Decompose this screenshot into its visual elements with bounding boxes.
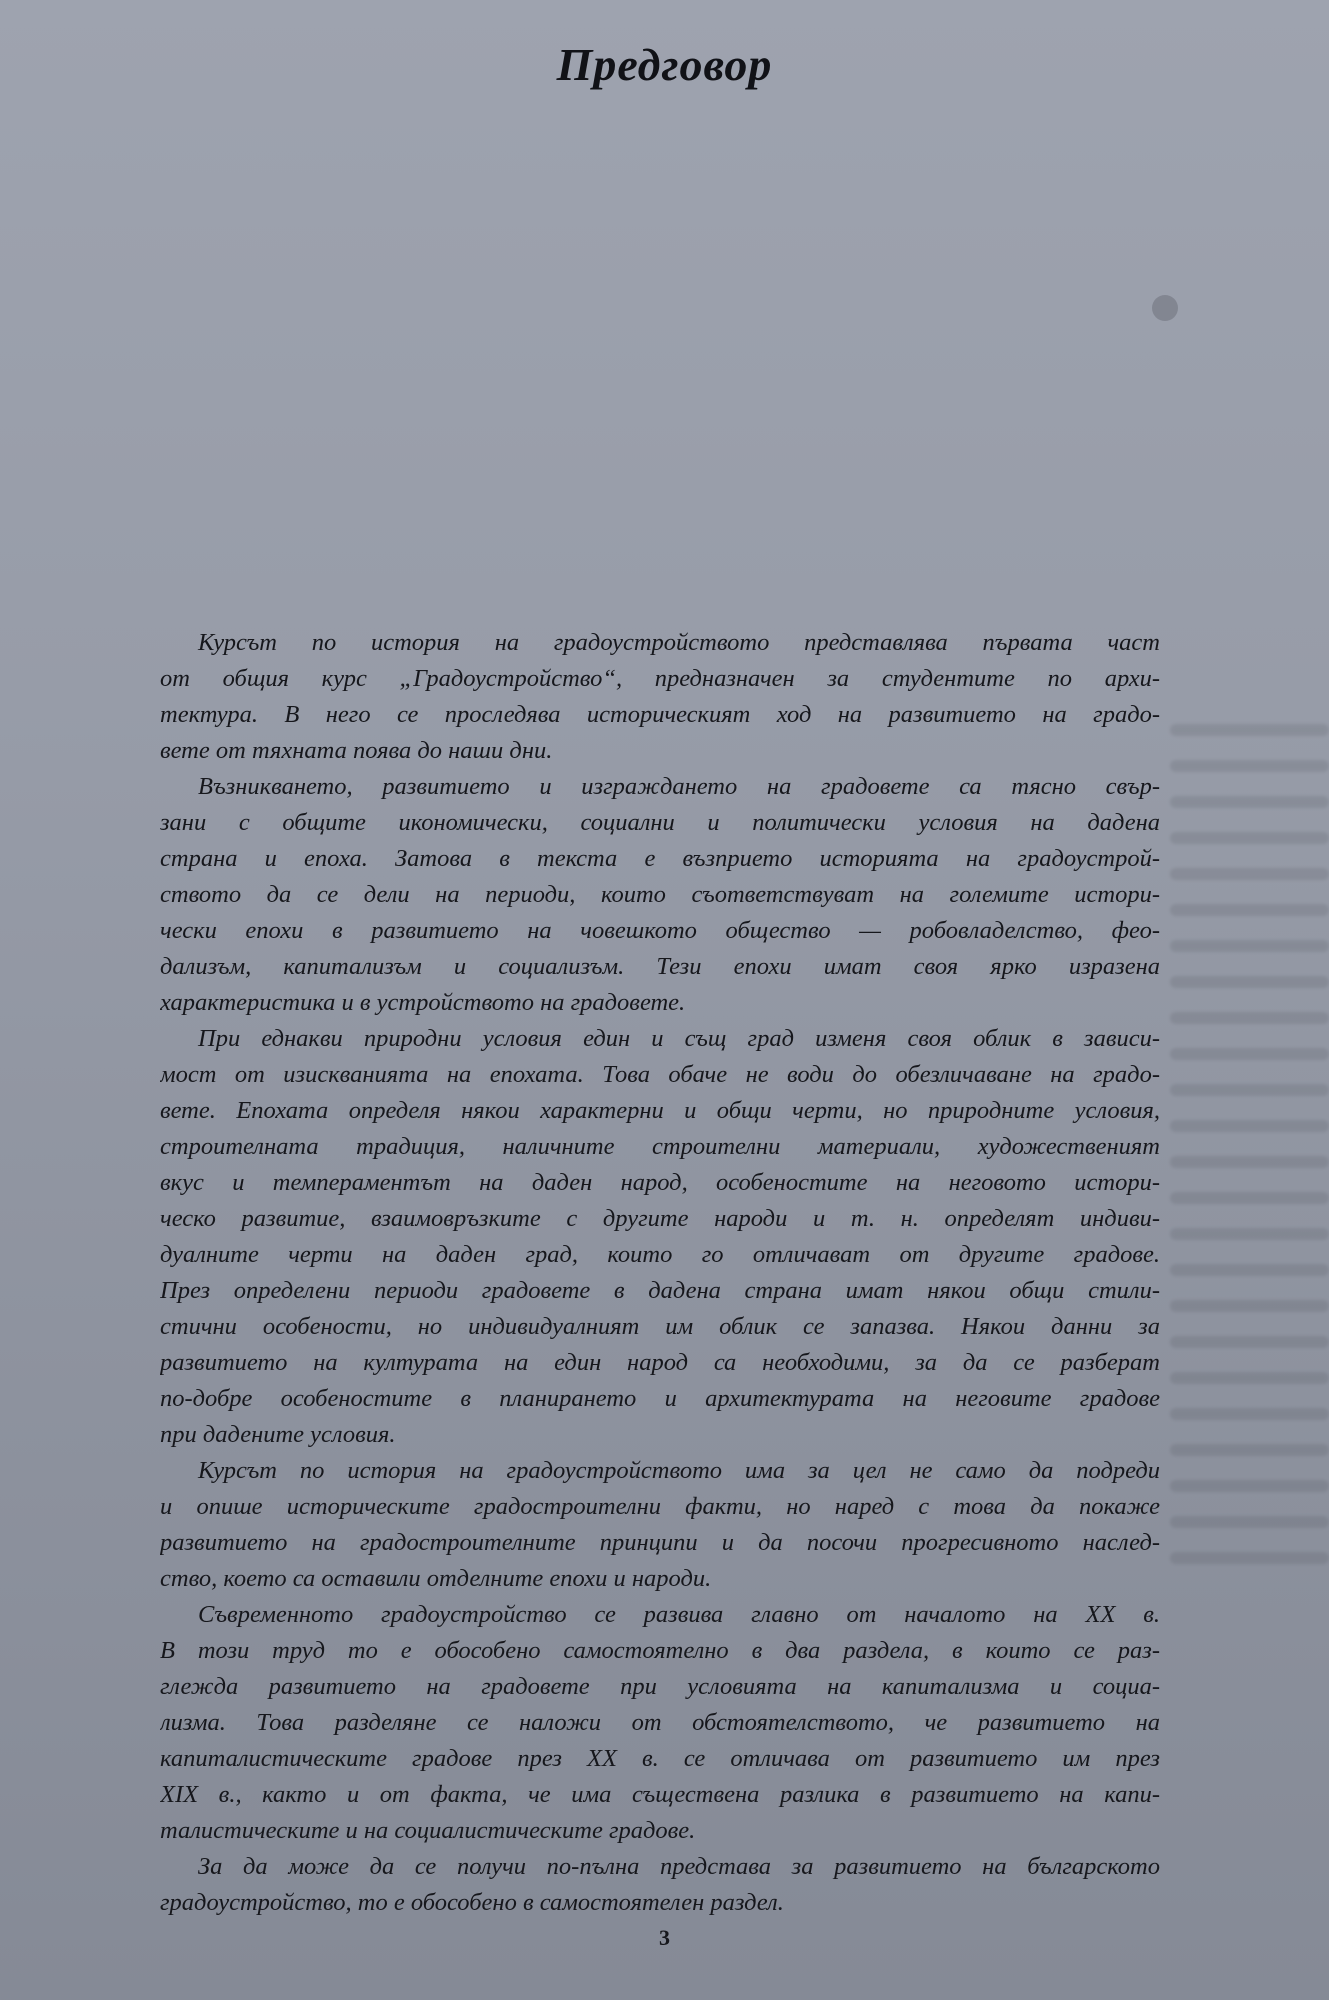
text-line: ството да се дели на периоди, които съответствуват на големите истори- [160,881,1160,908]
text-line: тектура. В него се проследява историческият ход на развитието на градо- [160,701,1160,728]
text-line: мост от изискванията на епохата. Това обаче не води до обезличаване на градо- [160,1061,1160,1088]
text-line: дализъм, капитализъм и социализъм. Тези епохи имат своя ярко изразена [160,953,1160,980]
text-line: от общия курс „Градоустройство“, предназначен за студентите по архи- [160,665,1160,692]
text-line: лизма. Това разделяне се наложи от обстоятелството, че развитието на [160,1709,1160,1736]
page-number: 3 [659,1925,670,1950]
text-line: В този труд то е обособено самостоятелно в два раздела, в които се раз- [160,1637,1160,1664]
text-line: За да може да се получи по-пълна представа за развитието на българското [198,1853,1160,1880]
text-line: вете. Епохата определя някои характерни и общи черти, но природните условия, [160,1097,1160,1124]
text-line: При еднакви природни условия един и същ град изменя своя облик в зависи- [198,1025,1160,1052]
paper-spot [1152,295,1178,321]
text-line: страна и епоха. Затова в текста е възприето историята на градоустрой- [160,845,1160,872]
text-line: зани с общите икономически, социални и политически условия на дадена [160,809,1160,836]
text-line: градоустройство, то е обособено в самостоятелен раздел. [160,1889,784,1916]
text-line: глежда развитието на градовете при условията на капитализма и социа- [160,1673,1160,1700]
text-line: Възникването, развитието и изграждането на градовете са тясно свър- [198,773,1160,800]
text-line: характеристика и в устройството на градовете. [160,989,686,1016]
text-line: Курсът по история на градоустройството представлява първата част [198,629,1160,656]
text-line: дуалните черти на даден град, които го отличават от другите градове. [160,1241,1160,1268]
show-through-text-right [1170,700,1329,1800]
text-line: ство, което са оставили отделните епохи и народи. [160,1565,712,1592]
text-line: строителната традиция, наличните строителни материали, художественият [160,1133,1160,1160]
text-line: капиталистическите градове през XX в. се отличава от развитието им през [160,1745,1160,1772]
text-line: по-добре особеностите в планирането и архитектурата на неговите градове [160,1385,1160,1412]
text-line: Съвременното градоустройство се развива главно от началото на XX в. [198,1601,1160,1628]
preface-body [160,625,1160,1921]
text-line: ческо развитие, взаимовръзките с другите народи и т. н. определят индиви- [160,1205,1160,1232]
text-line: През определени периоди градовете в дадена страна имат някои общи стили- [160,1277,1160,1304]
text-line: при дадените условия. [160,1421,396,1448]
text-line: чески епохи в развитието на човешкото общество — робовладелство, фео- [160,917,1160,944]
text-line: развитието на културата на един народ са необходими, за да се разберат [160,1349,1160,1376]
text-line: талистическите и на социалистическите градове. [160,1817,696,1844]
text-line: вкус и темпераментът на даден народ, особеностите на неговото истори- [160,1169,1160,1196]
text-line: Курсът по история на градоустройството има за цел не само да подреди [198,1457,1160,1484]
text-line: XIX в., както и от факта, че има съществена разлика в развитието на капи- [160,1781,1160,1808]
text-line: стични особености, но индивидуалният им облик се запазва. Някои данни за [160,1313,1160,1340]
text-line: и опише историческите градостроителни факти, но наред с това да покаже [160,1493,1160,1520]
text-line: вете от тяхната поява до наши дни. [160,737,553,764]
page-title: Предговор [556,39,773,90]
text-line: развитието на градостроителните принципи и да посочи прогресивното наслед- [160,1529,1160,1556]
